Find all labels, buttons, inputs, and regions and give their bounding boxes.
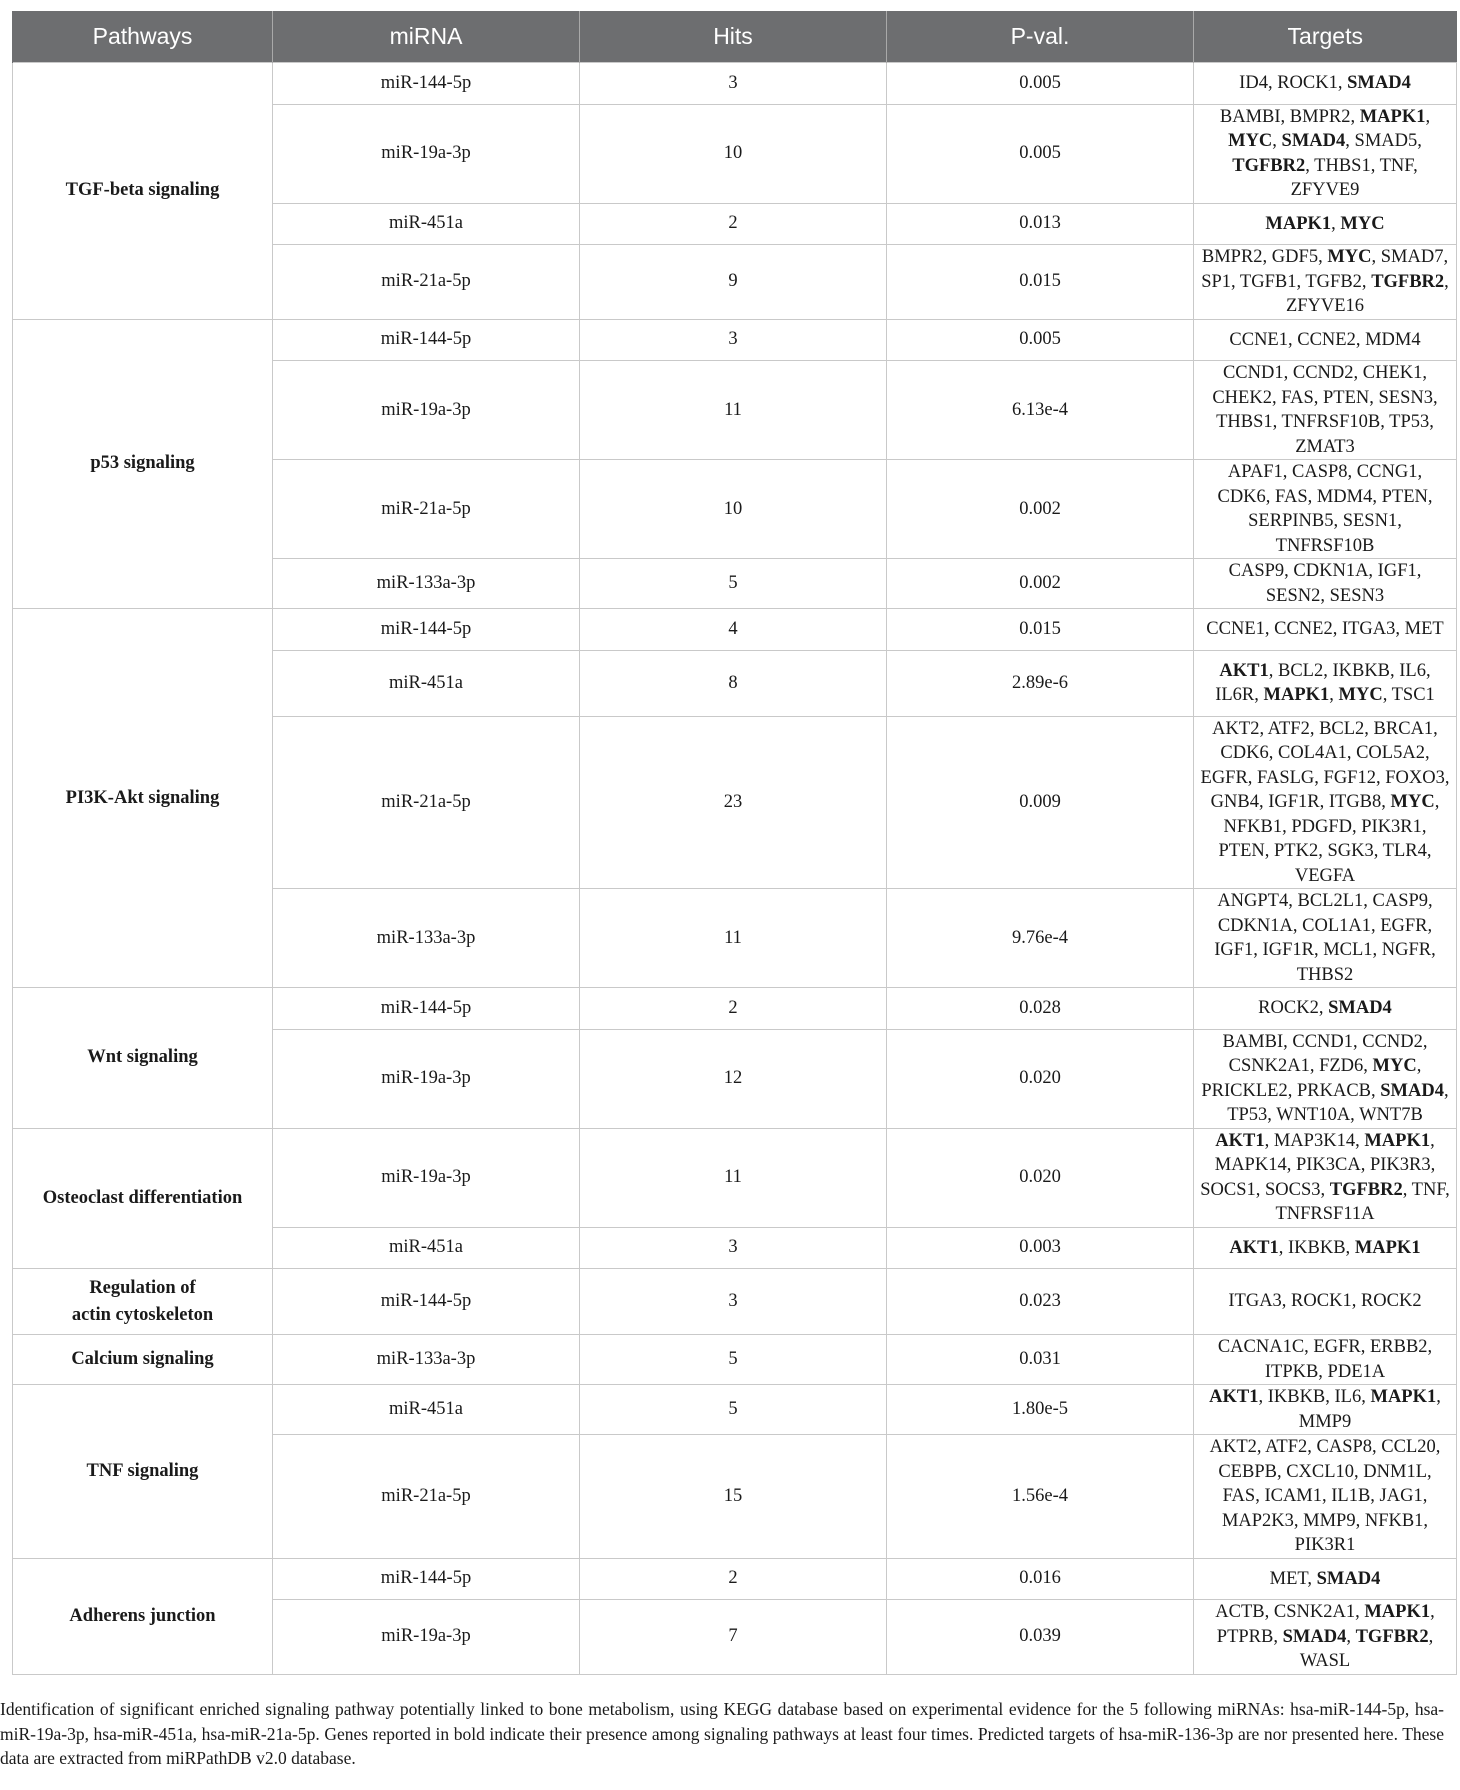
hits-cell: 15 [580,1435,887,1559]
targets-cell: ROCK2, SMAD4 [1194,988,1457,1030]
hits-cell: 2 [580,988,887,1030]
pval-cell: 0.005 [887,63,1194,105]
table-row [13,1128,1457,1227]
targets-cell: AKT1, BCL2, IKBKB, IL6, IL6R, MAPK1, MYC, TSC1 [1194,650,1457,716]
targets-cell: AKT1, IKBKB, MAPK1 [1194,1227,1457,1269]
hits-cell: 2 [580,1558,887,1600]
hits-cell: 9 [580,245,887,320]
targets-cell: CCND1, CCND2, CHEK1, CHEK2, FAS, PTEN, SESN3, THBS1, TNFRSF10B, TP53, ZMAT3 [1194,361,1457,460]
pval-cell: 6.13e-4 [887,361,1194,460]
pathway-cell: PI3K-Akt signaling [13,609,273,988]
pathway-cell: TGF-beta signaling [13,63,273,320]
table-body [13,63,1457,1675]
pval-cell: 0.015 [887,609,1194,651]
pval-cell: 0.020 [887,1029,1194,1128]
pathway-cell: Regulation of actin cytoskeleton [13,1269,273,1335]
pval-cell: 9.76e-4 [887,889,1194,988]
pval-cell: 0.002 [887,559,1194,609]
header-hits: Hits [580,11,887,63]
hits-cell: 11 [580,1128,887,1227]
pathway-cell: TNF signaling [13,1385,273,1559]
table-row [13,1558,1457,1600]
mirna-cell: miR-144-5p [273,63,580,105]
header-pval: P-val. [887,11,1194,63]
table-row [13,1335,1457,1385]
hits-cell: 11 [580,361,887,460]
table-row [13,988,1457,1030]
hits-cell: 5 [580,559,887,609]
mirna-cell: miR-19a-3p [273,104,580,203]
pval-cell: 0.031 [887,1335,1194,1385]
targets-cell: CCNE1, CCNE2, ITGA3, MET [1194,609,1457,651]
hits-cell: 5 [580,1385,887,1435]
hits-cell: 8 [580,650,887,716]
pval-cell: 0.015 [887,245,1194,320]
hits-cell: 10 [580,460,887,559]
mirna-cell: miR-451a [273,1385,580,1435]
mirna-cell: miR-19a-3p [273,1600,580,1675]
targets-cell: ITGA3, ROCK1, ROCK2 [1194,1269,1457,1335]
mirna-cell: miR-133a-3p [273,1335,580,1385]
hits-cell: 3 [580,319,887,361]
header-row [13,11,1457,63]
pathway-table [12,11,1457,1675]
targets-cell: CCNE1, CCNE2, MDM4 [1194,319,1457,361]
targets-cell: AKT2, ATF2, CASP8, CCL20, CEBPB, CXCL10, DNM1L, FAS, ICAM1, IL1B, JAG1, MAP2K3, MMP9, NFKB1, PIK3R1 [1194,1435,1457,1559]
mirna-cell: miR-144-5p [273,1269,580,1335]
table-container [12,11,1456,1675]
targets-cell: CACNA1C, EGFR, ERBB2, ITPKB, PDE1A [1194,1335,1457,1385]
pval-cell: 0.028 [887,988,1194,1030]
pval-cell: 0.009 [887,716,1194,889]
hits-cell: 2 [580,203,887,245]
table-row [13,63,1457,105]
table-caption: Identification of significant enriched signaling pathway potentially linked to bone metabolism, using KEGG database based on experimental evidence for the 5 following miRNAs: hsa-miR-144-5p, hsa-miR-19a-3p, hsa-miR-451a, hsa-miR-21a-5p. Genes reported in bold indicate their presence among signaling pathways at least four times. Predicted targets of hsa-miR-136-3p are nor presented here. These data are extracted from miRPathDB v2.0 database. [0,1699,1444,1768]
targets-cell: BAMBI, BMPR2, MAPK1, MYC, SMAD4, SMAD5, TGFBR2, THBS1, TNF, ZFYVE9 [1194,104,1457,203]
hits-cell: 7 [580,1600,887,1675]
table-row [13,609,1457,651]
hits-cell: 5 [580,1335,887,1385]
pval-cell: 0.023 [887,1269,1194,1335]
mirna-cell: miR-19a-3p [273,361,580,460]
pval-cell: 0.020 [887,1128,1194,1227]
mirna-cell: miR-144-5p [273,988,580,1030]
mirna-cell: miR-144-5p [273,319,580,361]
mirna-cell: miR-21a-5p [273,245,580,320]
hits-cell: 10 [580,104,887,203]
targets-cell: BMPR2, GDF5, MYC, SMAD7, SP1, TGFB1, TGFB2, TGFBR2, ZFYVE16 [1194,245,1457,320]
mirna-cell: miR-451a [273,1227,580,1269]
hits-cell: 12 [580,1029,887,1128]
pathway-cell: Calcium signaling [13,1335,273,1385]
mirna-cell: miR-144-5p [273,1558,580,1600]
targets-cell: MET, SMAD4 [1194,1558,1457,1600]
targets-cell: ACTB, CSNK2A1, MAPK1, PTPRB, SMAD4, TGFBR2, WASL [1194,1600,1457,1675]
mirna-cell: miR-19a-3p [273,1128,580,1227]
pathway-cell: Wnt signaling [13,988,273,1129]
hits-cell: 4 [580,609,887,651]
targets-cell: AKT1, MAP3K14, MAPK1, MAPK14, PIK3CA, PIK3R3, SOCS1, SOCS3, TGFBR2, TNF, TNFRSF11A [1194,1128,1457,1227]
pval-cell: 0.039 [887,1600,1194,1675]
pathway-cell: Adherens junction [13,1558,273,1674]
header-targets: Targets [1194,11,1457,63]
pval-cell: 0.016 [887,1558,1194,1600]
mirna-cell: miR-21a-5p [273,716,580,889]
targets-cell: CASP9, CDKN1A, IGF1, SESN2, SESN3 [1194,559,1457,609]
targets-cell: ANGPT4, BCL2L1, CASP9, CDKN1A, COL1A1, EGFR, IGF1, IGF1R, MCL1, NGFR, THBS2 [1194,889,1457,988]
pval-cell: 0.002 [887,460,1194,559]
mirna-cell: miR-21a-5p [273,1435,580,1559]
table-row [13,319,1457,361]
pathway-cell: Osteoclast differentiation [13,1128,273,1269]
mirna-cell: miR-133a-3p [273,559,580,609]
mirna-cell: miR-19a-3p [273,1029,580,1128]
mirna-cell: miR-21a-5p [273,460,580,559]
header-mirna: miRNA [273,11,580,63]
hits-cell: 11 [580,889,887,988]
mirna-cell: miR-451a [273,203,580,245]
pval-cell: 0.003 [887,1227,1194,1269]
targets-cell: AKT1, IKBKB, IL6, MAPK1, MMP9 [1194,1385,1457,1435]
mirna-cell: miR-133a-3p [273,889,580,988]
pval-cell: 1.56e-4 [887,1435,1194,1559]
pathway-cell: p53 signaling [13,319,273,609]
targets-cell: ID4, ROCK1, SMAD4 [1194,63,1457,105]
hits-cell: 23 [580,716,887,889]
mirna-cell: miR-144-5p [273,609,580,651]
hits-cell: 3 [580,1227,887,1269]
pval-cell: 0.005 [887,104,1194,203]
hits-cell: 3 [580,63,887,105]
hits-cell: 3 [580,1269,887,1335]
targets-cell: MAPK1, MYC [1194,203,1457,245]
pval-cell: 0.005 [887,319,1194,361]
targets-cell: BAMBI, CCND1, CCND2, CSNK2A1, FZD6, MYC, PRICKLE2, PRKACB, SMAD4, TP53, WNT10A, WNT7B [1194,1029,1457,1128]
pval-cell: 0.013 [887,203,1194,245]
header-pathways: Pathways [13,11,273,63]
table-row [13,1385,1457,1435]
targets-cell: APAF1, CASP8, CCNG1, CDK6, FAS, MDM4, PTEN, SERPINB5, SESN1, TNFRSF10B [1194,460,1457,559]
table-row [13,1269,1457,1335]
targets-cell: AKT2, ATF2, BCL2, BRCA1, CDK6, COL4A1, COL5A2, EGFR, FASLG, FGF12, FOXO3, GNB4, IGF1R, ITGB8, MYC, NFKB1, PDGFD, PIK3R1, PTEN, PTK2, SGK3, TLR4, VEGFA [1194,716,1457,889]
mirna-cell: miR-451a [273,650,580,716]
pval-cell: 1.80e-5 [887,1385,1194,1435]
pval-cell: 2.89e-6 [887,650,1194,716]
